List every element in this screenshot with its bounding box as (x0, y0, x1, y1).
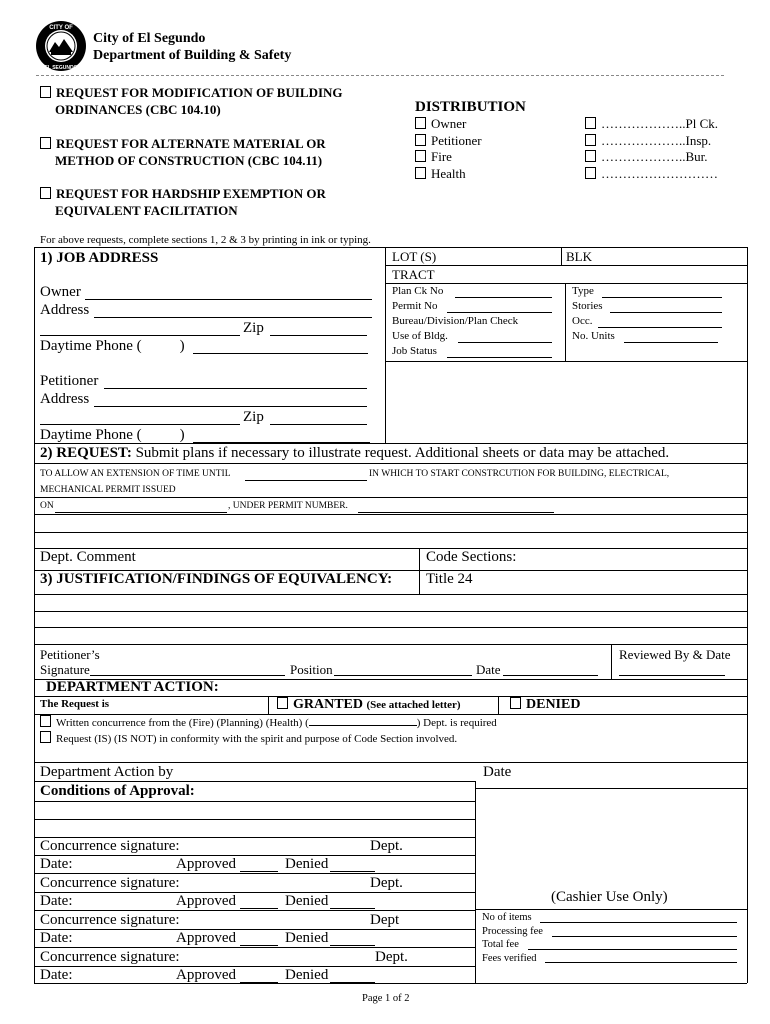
conc2-dept: Dept. (370, 875, 403, 891)
cashier-title: (Cashier Use Only) (551, 889, 668, 905)
section1-top-rule (34, 247, 747, 248)
svg-text:CITY OF: CITY OF (49, 25, 73, 31)
date-label: Date (476, 662, 501, 677)
distribution-other[interactable]: ……………………… (585, 166, 718, 183)
date-field[interactable] (503, 675, 598, 676)
conc1-denied-field[interactable] (330, 871, 375, 872)
conc1-label: Concurrence signature: (40, 838, 180, 854)
department-action-title: DEPARTMENT ACTION: (46, 679, 219, 695)
owner-label: Owner (40, 284, 81, 300)
tract-label: TRACT (392, 267, 435, 282)
distribution-petitioner[interactable]: Petitioner (415, 133, 482, 150)
code-sections-label: Code Sections: (426, 549, 517, 565)
conc2-label: Concurrence signature: (40, 875, 180, 891)
section1-title: 1) JOB ADDRESS (40, 250, 159, 266)
zip-field[interactable] (270, 335, 367, 336)
action-by-label: Department Action by (40, 764, 174, 780)
position-label: Position (290, 662, 333, 677)
plan-fields: Plan Ck No Permit No Bureau/Division/Plan Check Use of Bldg. Job Status (392, 285, 519, 357)
extension-line3-b: , UNDER PERMIT NUMBER. (228, 501, 348, 511)
request-alternate-checkbox[interactable] (40, 137, 51, 149)
petitioner-address-label: Address (40, 391, 90, 407)
conc2-approved-field[interactable] (240, 908, 278, 909)
conc4-denied: Denied (285, 967, 329, 983)
request-alternate-material: REQUEST FOR ALTERNATE MATERIAL OR METHOD OF CONSTRUCTION (CBC 104.11) (40, 135, 326, 169)
position-field[interactable] (334, 675, 472, 676)
signature-label: Signature (40, 662, 90, 677)
concurrence-dept-field[interactable] (309, 715, 417, 726)
petitioners-label: Petitioner’s (40, 647, 100, 662)
permit-number-field[interactable] (358, 512, 554, 513)
section2-heading: 2) REQUEST: Submit plans if necessary to illustrate request. Additional sheets or data may be attached. (40, 445, 670, 461)
processing-fee-field[interactable] (552, 936, 737, 937)
denied-option[interactable]: DENIED (510, 697, 580, 713)
address-label: Address (40, 302, 90, 318)
conditions-label: Conditions of Approval: (40, 783, 195, 799)
written-concurrence-checkbox[interactable] (40, 715, 51, 727)
permit-no-field[interactable] (447, 312, 552, 313)
section3-title: 3) JUSTIFICATION/FINDINGS OF EQUIVALENCY: (40, 571, 393, 587)
city-name: City of El Segundo (93, 31, 206, 46)
petitioner-field[interactable] (104, 388, 367, 389)
action-date-label: Date (483, 764, 512, 780)
no-of-items-field[interactable] (540, 922, 737, 923)
granted-checkbox[interactable] (277, 697, 288, 709)
occ-field[interactable] (598, 327, 722, 328)
distribution-bur[interactable]: ………………..Bur. (585, 149, 718, 166)
total-fee-field[interactable] (528, 949, 737, 950)
conc2-denied: Denied (285, 893, 329, 909)
zip-label: Zip (243, 320, 264, 336)
petitioner-address-line2-field[interactable] (40, 424, 240, 425)
request-modification-checkbox[interactable] (40, 86, 51, 98)
lot-label: LOT (S) (392, 249, 437, 264)
extension-line1-b: IN WHICH TO START CONSTRCUTION FOR BUILDING, ELECTRICAL, (369, 469, 670, 479)
signature-field[interactable] (90, 675, 285, 676)
conc4-dept: Dept. (375, 949, 408, 965)
conc4-label: Concurrence signature: (40, 949, 180, 965)
dept-comment-label: Dept. Comment (40, 549, 136, 565)
denied-checkbox[interactable] (510, 697, 521, 709)
conc1-approved-field[interactable] (240, 871, 278, 872)
plan-ck-no-field[interactable] (455, 297, 552, 298)
conc4-date: Date: (40, 967, 73, 983)
conc4-approved: Approved (176, 967, 236, 983)
conc3-denied-field[interactable] (330, 945, 375, 946)
petitioner-label: Petitioner (40, 373, 99, 389)
extension-line3-a: ON (40, 501, 54, 511)
owner-field[interactable] (85, 299, 372, 300)
petitioner-phone-label: Daytime Phone ( ) (40, 427, 185, 443)
job-status-field[interactable] (447, 357, 552, 358)
conc3-denied: Denied (285, 930, 329, 946)
conc1-approved: Approved (176, 856, 236, 872)
conc2-date: Date: (40, 893, 73, 909)
svg-text:EL SEGUNDO: EL SEGUNDO (44, 65, 78, 71)
daytime-phone-label: Daytime Phone ( ) (40, 338, 185, 354)
extension-date-field[interactable] (245, 480, 367, 481)
distribution-fire[interactable]: Fire (415, 149, 482, 166)
extension-line1-a: TO ALLOW AN EXTENSION OF TIME UNTIL (40, 469, 231, 479)
conformity-line: Request (IS) (IS NOT) in conformity with the spirit and purpose of Code Section involved. (40, 731, 457, 745)
petitioner-zip-field[interactable] (270, 424, 367, 425)
extension-line2: MECHANICAL PERMIT ISSUED (40, 485, 176, 495)
request-is-label: The Request is (40, 698, 110, 710)
conc3-date: Date: (40, 930, 73, 946)
conc1-dept: Dept. (370, 838, 403, 854)
distribution-owner[interactable]: Owner (415, 116, 482, 133)
no-units-field[interactable] (624, 342, 718, 343)
written-concurrence: Written concurrence from the (Fire) (Planning) (Health) ( ) Dept. is required (40, 715, 497, 729)
type-fields: Type Stories Occ. No. Units (572, 285, 615, 342)
page-number: Page 1 of 2 (362, 993, 410, 1004)
stories-field[interactable] (610, 312, 722, 313)
conc1-denied: Denied (285, 856, 329, 872)
conc2-approved: Approved (176, 893, 236, 909)
city-seal (35, 20, 87, 72)
issued-on-field[interactable] (55, 512, 227, 513)
conc3-approved: Approved (176, 930, 236, 946)
type-field[interactable] (602, 297, 722, 298)
request-hardship: REQUEST FOR HARDSHIP EXEMPTION OR EQUIVALENT FACILITATION (40, 185, 326, 219)
petitioner-address-field[interactable] (94, 406, 367, 407)
distribution-health[interactable]: Health (415, 166, 482, 183)
address-line2-field[interactable] (40, 335, 240, 336)
title24-label: Title 24 (426, 571, 473, 587)
header-rule (36, 75, 724, 76)
request-hardship-checkbox[interactable] (40, 187, 51, 199)
conformity-checkbox[interactable] (40, 731, 51, 743)
department-name: Department of Building & Safety (93, 48, 292, 63)
conc3-dept: Dept (370, 912, 400, 928)
distribution-insp[interactable]: ………………..Insp. (585, 133, 718, 150)
petitioner-zip-label: Zip (243, 409, 264, 425)
granted-option[interactable]: GRANTED (See attached letter) (277, 697, 461, 713)
reviewed-by-label: Reviewed By & Date (619, 647, 731, 662)
distribution-title: DISTRIBUTION (415, 99, 526, 115)
distribution-left-list (415, 116, 482, 182)
reviewed-by-field[interactable] (619, 675, 725, 676)
conc3-approved-field[interactable] (240, 945, 278, 946)
distribution-plck[interactable]: ………………..Pl Ck. (585, 116, 718, 133)
address-field[interactable] (94, 317, 372, 318)
conc2-denied-field[interactable] (330, 908, 375, 909)
blk-label: BLK (566, 249, 592, 264)
request-modification: REQUEST FOR MODIFICATION OF BUILDING ORDINANCES (CBC 104.10) (40, 84, 343, 118)
daytime-phone-field[interactable] (193, 353, 368, 354)
cashier-fields: No of items Processing fee Total fee Fees verified (482, 912, 543, 964)
distribution-right-list (585, 116, 718, 182)
fees-verified-field[interactable] (545, 962, 737, 963)
use-of-bldg-field[interactable] (458, 342, 552, 343)
conc3-label: Concurrence signature: (40, 912, 180, 928)
conc1-date: Date: (40, 856, 73, 872)
instructions: For above requests, complete sections 1, 2 & 3 by printing in ink or typing. (40, 234, 371, 246)
